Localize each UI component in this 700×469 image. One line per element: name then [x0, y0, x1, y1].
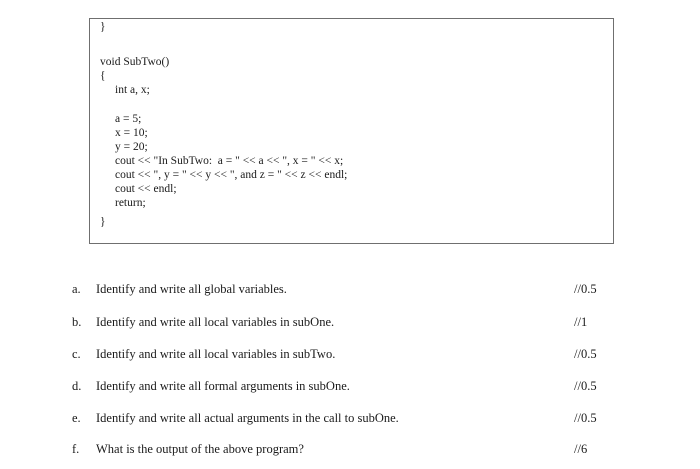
- question-text: What is the output of the above program?: [96, 442, 304, 456]
- code-line: int a, x;: [115, 84, 150, 96]
- question-item: [0, 312, 700, 332]
- question-text: Identify and write all global variables.: [96, 282, 287, 296]
- question-letter: a.: [72, 282, 81, 296]
- code-line: a = 5;: [115, 113, 142, 125]
- code-line: cout << ", y = " << y << ", and z = " << z << endl;: [115, 169, 348, 181]
- question-text: Identify and write all local variables in subTwo.: [96, 347, 336, 361]
- code-line: cout << "In SubTwo: a = " << a << ", x = " << x;: [115, 155, 344, 167]
- question-text: Identify and write all local variables in subOne.: [96, 315, 335, 329]
- code-line: }: [100, 21, 106, 33]
- code-line: }: [100, 216, 106, 228]
- question-letter: b.: [72, 315, 82, 329]
- code-line: y = 20;: [115, 141, 148, 153]
- code-listing: [89, 18, 614, 244]
- code-line: {: [100, 70, 106, 82]
- question-item: [0, 279, 700, 299]
- code-line: return;: [115, 197, 146, 209]
- question-letter: d.: [72, 379, 82, 393]
- question-mark: //1: [574, 315, 588, 329]
- question-letter: f.: [72, 442, 80, 456]
- question-mark: //0.5: [574, 282, 597, 296]
- question-text: Identify and write all formal arguments in subOne.: [96, 379, 350, 393]
- question-mark: //0.5: [574, 379, 597, 393]
- question-text: Identify and write all actual arguments in the call to subOne.: [96, 411, 399, 425]
- question-item: [0, 376, 700, 396]
- question-item: [0, 439, 700, 459]
- question-letter: e.: [72, 411, 81, 425]
- question-mark: //0.5: [574, 347, 597, 361]
- question-item: [0, 344, 700, 364]
- code-line: x = 10;: [115, 127, 148, 139]
- question-mark: //0.5: [574, 411, 597, 425]
- question-mark: //6: [574, 442, 588, 456]
- question-letter: c.: [72, 347, 81, 361]
- code-line: void SubTwo(): [100, 56, 170, 68]
- question-item: [0, 408, 700, 428]
- code-line: cout << endl;: [115, 183, 177, 195]
